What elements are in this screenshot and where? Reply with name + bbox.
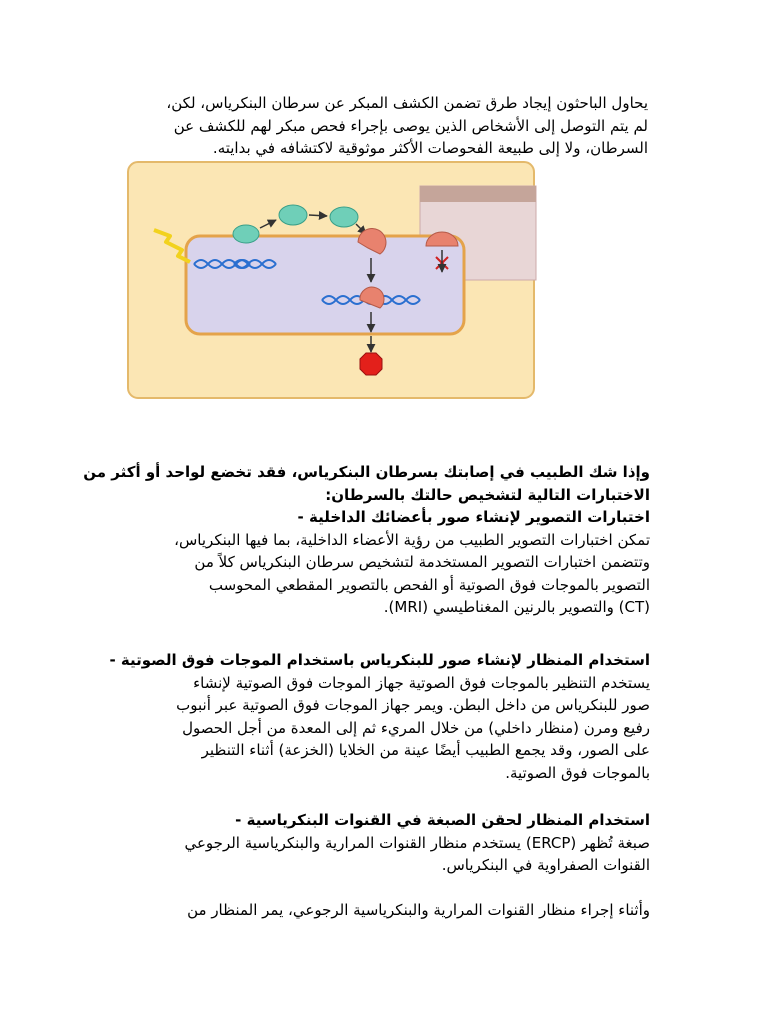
intro-line: يحاول الباحثون إيجاد طرق تضمن الكشف المبكر عن سرطان البنكرياس، لكن، — [166, 94, 648, 112]
section-body-line: (CT) والتصوير بالرنين المغناطيسي (MRI). — [383, 598, 650, 616]
section-body-line: التصوير بالموجات فوق الصوتية أو الفحص بالتصوير المقطعي المحوسب — [208, 575, 650, 594]
protein-icon — [279, 205, 307, 225]
protein-icon — [233, 225, 259, 243]
section-heading: استخدام المنظار لإنشاء صور للبنكرياس باستخدام الموجات فوق الصوتية - — [109, 651, 650, 669]
section-body-line: القنوات الصفراوية في البنكرياس. — [441, 856, 650, 874]
side-compartment-bar — [420, 186, 536, 202]
protein-icon — [330, 207, 358, 227]
section-heading: وإذا شك الطبيب في إصابتك بسرطان البنكرياس، فقد تخضع لواحد أو أكثر من — [83, 463, 650, 481]
section-body-line: تمكن اختبارات التصوير الطبيب من رؤية الأعضاء الداخلية، بما فيها البنكرياس، — [174, 530, 650, 549]
intro-line: لم يتم التوصل إلى الأشخاص الذين يوصى بإجراء فحص مبكر لهم للكشف عن — [173, 116, 648, 135]
arrow-icon — [309, 215, 327, 216]
section-heading: اختبارات التصوير لإنشاء صور بأعضائك الداخلية - — [297, 508, 650, 526]
section-body-line: رفيع ومرن (منظار داخلي) من خلال المريء ثم إلى المعدة من أجل الحصول — [182, 718, 650, 737]
section-body-line: صور للبنكرياس من داخل البطن. ويمر جهاز الموجات فوق الصوتية عبر أنبوب — [176, 696, 650, 714]
diagnosis-section — [83, 461, 650, 619]
section-body-line: وتتضمن اختبارات التصوير المستخدمة لتشخيص سرطان البنكرياس كلاً من — [194, 553, 650, 571]
section-body-line: يستخدم التنظير بالموجات فوق الصوتية جهاز الموجات فوق الصوتية لإنشاء — [193, 673, 650, 692]
section-heading: الاختبارات التالية لتشخيص حالتك بالسرطان: — [325, 485, 650, 504]
ercp-continuation — [118, 899, 650, 922]
cell-signaling-figure — [126, 160, 538, 400]
intro-line: السرطان، ولا إلى طبيعة الفحوصات الأكثر موثوقية لاكتشافه في بدايته. — [212, 139, 648, 157]
section-body-line: صبغة تُظهر (ERCP) يستخدم منظار القنوات المرارية والبنكرياسية الرجوعي — [184, 833, 650, 852]
section-heading: استخدام المنظار لحقن الصبغة في القنوات البنكرياسية - — [235, 811, 650, 829]
section-body-line: وأثناء إجراء منظار القنوات المرارية والبنكرياسية الرجوعي، يمر المنظار من — [187, 901, 650, 919]
endoscopic-ultrasound-section — [109, 649, 650, 784]
section-body-line: بالموجات فوق الصوتية. — [505, 763, 650, 782]
stop-octagon-icon — [360, 353, 382, 375]
ercp-section — [118, 809, 650, 877]
intro-paragraph — [108, 92, 648, 160]
section-body-line: على الصور، وقد يجمع الطبيب أيضًا عينة من الخلايا (الخزعة) أثناء التنظير — [201, 741, 650, 759]
nucleus — [186, 236, 464, 334]
